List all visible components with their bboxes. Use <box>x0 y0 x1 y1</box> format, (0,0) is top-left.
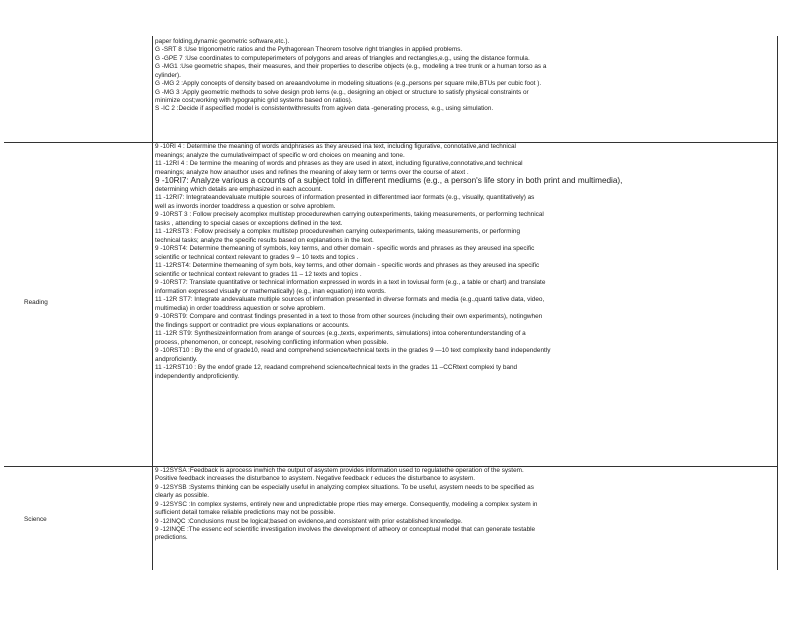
standard-text-line: multimedia) in order toaddress aquestion or solve aproblem. <box>155 304 326 312</box>
standard-text-line: Positive feedback increases the disturbance to asystem. Negative feedback r educes the disturbance to asystem. <box>155 475 476 483</box>
standard-text-line: 11 -12RST4: Determine themeaning of sym bols, key terms, and other domain - specific words and phrases as they areused ina specific <box>155 262 540 269</box>
standard-text-line: meanings; analyze the cumulativeimpact of specific w ord choices on meaning and tone. <box>155 151 405 159</box>
science-standards <box>155 467 795 543</box>
standard-text-line: cylinder). <box>155 71 181 79</box>
standard-text-line: 9 -10RST4: Determine themeaning of symbols, key terms, and other domain - specific words and phrases as they areused ina specific <box>155 245 535 252</box>
standard-text-line: 11 -12RST3 : Follow precisely a complex multistep procedurewhen carrying outexperiments, taking measurements, or performing <box>155 228 521 235</box>
standard-text-line: independently andproficiently. <box>155 372 240 380</box>
standard-text-line: 11 -12R ST9: Synthesizeinformation from arange of sources (e.g.,texts, experiments, simulations) intoa coherentunderstanding of a <box>155 330 526 337</box>
standard-text-line: 9 -12SYSB :Systems thinking can be especially useful in analyzing complex situations. To be useful, asystem needs to be specified as <box>155 483 534 491</box>
math-standards <box>155 38 795 114</box>
category-science-label: Science <box>24 516 47 523</box>
standard-text-line: 9 -10RST 3 : Follow precisely acomplex multistep procedurewhen carrying outexperiments, taking measurements, or performing technical <box>155 211 544 218</box>
standard-text-line: process, phenomenon, or concept, resolving conflicting information when possible. <box>155 338 389 346</box>
standard-text-line: information expressed visually or mathematically) (e.g., inan equation) into words. <box>155 287 386 295</box>
standard-text-line: 9 -10RST9: Compare and contrast findings presented in a text to those from other sources (including their own experiments), notingwhen <box>155 313 543 320</box>
standard-text-line: 9 -12SYSC :In complex systems, entirely new and unpredictable prope rties may emerge. Consequently, modeling a complex system in <box>155 500 538 508</box>
standard-text-line: predictions. <box>155 534 188 542</box>
standard-text-line: S -IC 2 :Decide if aspecified model is consistentwithresults from agiven data -generating process, e.g., using simulation. <box>155 105 494 113</box>
standard-text-line: paper folding,dynamic geometric software,etc.). <box>155 38 290 45</box>
standard-text-line: G -SRT 8 :Use trigonometric ratios and the Pythagorean Theorem tosolve right triangles in applied problems. <box>155 46 463 54</box>
standard-text-line: 9 -12SYSA :Feedback is aprocess inwhich the output of asystem provides information used to regulatethe operation of the system. <box>155 467 524 474</box>
standard-text-line: 9 -10RI7: Analyze various a ccounts of a subject told in different mediums (e.g., a person's life story in both print and multimedia), <box>155 177 623 185</box>
standard-text-line: G -GPE 7 :Use coordinates to computeperimeters of polygons and areas of triangles and rectangles,e.g., using the distance formula. <box>155 54 530 62</box>
standard-text-line: G -MG 3 :Apply geometric methods to solve design prob lems (e.g., designing an object or structure to satisfy physical constraints or <box>155 88 529 96</box>
standard-text-line: 11 -12RI7: Integrateandevaluate multiple sources of information presented in differentmed iaor formats (e.g., visually, quantitatively) as <box>155 194 535 201</box>
standard-text-line: technical tasks; analyze the specific results based on explanations in the text. <box>155 236 374 244</box>
standard-text-line: 11 -12R ST7: Integrate andevaluate multiple sources of information presented in diverse formats and media (e.g.,quanti tative data, video, <box>155 296 545 303</box>
standard-text-line: 9 -10RI 4 : Determine the meaning of words andphrases as they areused ina text, including figurative, connotative,and technical <box>155 143 516 150</box>
standard-text-line: 9 -10RST7: Translate quantitative or technical information expressed in words in a text in toviusal form (e.g., a table or chart) and translate <box>155 279 546 286</box>
standard-text-line: 9 -12INQC :Conclusions must be logical;based on evidence,and consistent with prior established knowledge. <box>155 517 463 525</box>
category-reading-label: Reading <box>24 299 48 306</box>
standard-text-line: G -MG1 :Use geometric shapes, their measures, and their properties to describe objects (e.g., modeling a tree trunk or a human torso as a <box>155 63 547 71</box>
standard-text-line: 9 -12INQE :The essenc eof scientific investigation involves the development of atheory or conceptual model that can generate testable <box>155 525 536 533</box>
standard-text-line: scientific or technical context relevant to grades 11 – 12 texts and topics . <box>155 270 362 278</box>
reading-standards <box>155 143 795 381</box>
standard-text-line: 11 -12RI 4 : De termine the meaning of words and phrases as they are used in atext, including figurative,connotative,and technical <box>155 160 523 167</box>
standard-text-line: scientific or technical context relevant to grades 9 – 10 texts and topics . <box>155 253 359 261</box>
standard-text-line: the findings support or contradict pre vious explanations or accounts. <box>155 321 350 329</box>
standard-text-line: minimize cost;working with typographic grid systems based on ratios). <box>155 96 353 104</box>
standard-text-line: meanings; analyze how anauthor uses and refines the meaning of akey term or terms over the course of atext . <box>155 168 469 176</box>
standard-text-line: well as inwords inorder toaddress a question or solve aproblem. <box>155 202 336 210</box>
standard-text-line: clearly as possible. <box>155 492 209 500</box>
standard-text-line: 11 -12RST10 : By the endof grade 12, readand comprehend science/technical texts in the grades 11 –CCRtext complexi ty band <box>155 364 518 371</box>
standard-text-line: G -MG 2 :Apply concepts of density based on areaandvolume in modeling situations (e.g.,persons per square mile,BTUs per cubic foot ). <box>155 80 542 88</box>
standard-text-line: sufficient detail tomake reliable predictions may not be possible. <box>155 509 336 517</box>
standard-text-line: tasks , attending to special cases or exceptions defined in the text. <box>155 219 343 227</box>
standard-text-line: 9 -10RST10 : By the end of grade10, read and comprehend science/technical texts in the grades 9 —10 text complexity band independently <box>155 347 551 354</box>
standard-text-line: determining which details are emphasized in each account. <box>155 185 323 193</box>
standard-text-line: andproficiently. <box>155 355 198 363</box>
